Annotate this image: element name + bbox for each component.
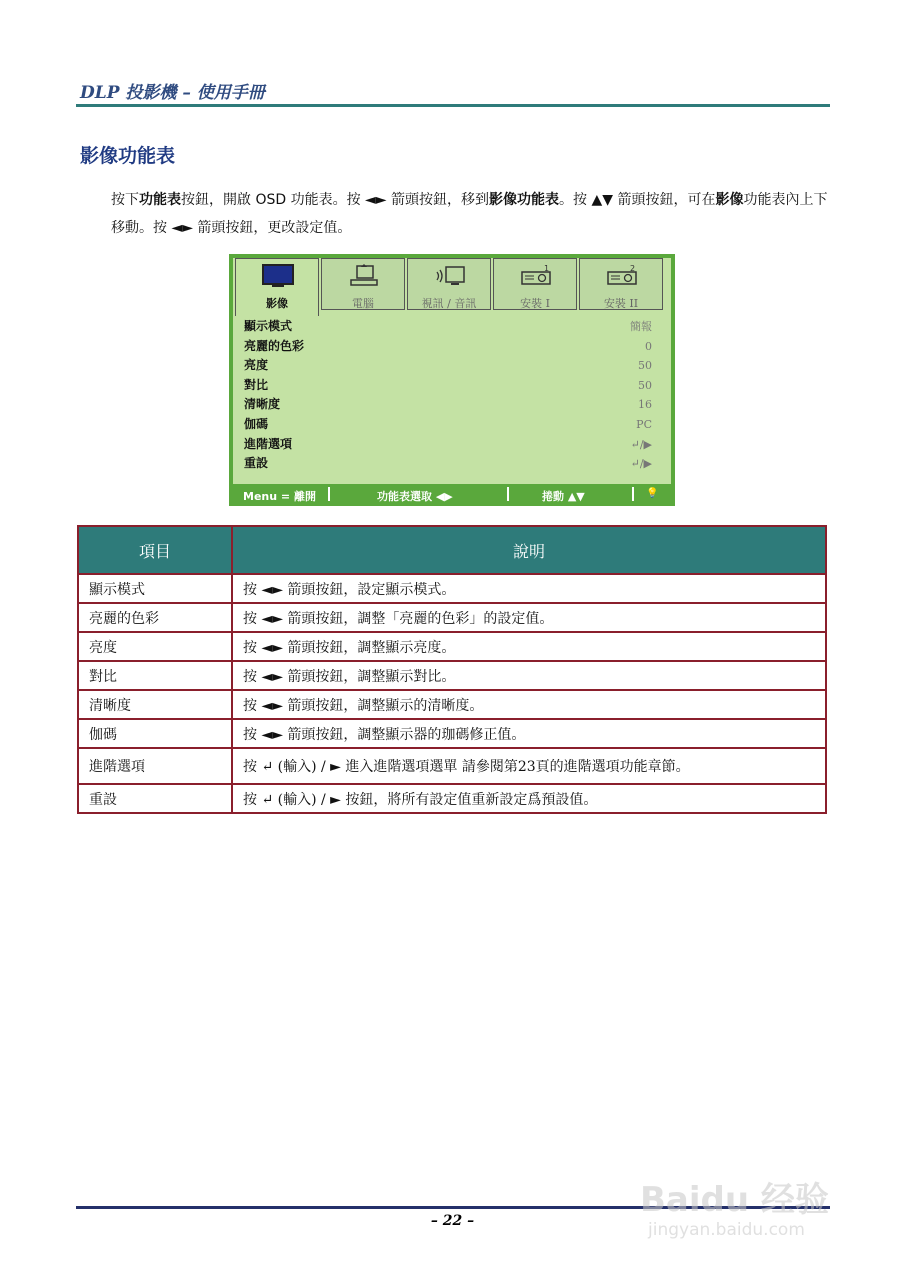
page-number: – 22 – bbox=[430, 1213, 475, 1229]
osd-row: 清晰度 16 bbox=[244, 397, 652, 412]
osd-bar-separator bbox=[632, 487, 634, 501]
watermark-url: jingyan.baidu.com bbox=[648, 1220, 805, 1240]
osd-menu-illustration bbox=[229, 254, 675, 506]
osd-bar-scroll: 捲動 ▲▼ bbox=[542, 490, 585, 503]
osd-status-bar bbox=[229, 484, 675, 506]
osd-bar-separator bbox=[507, 487, 509, 501]
osd-tab-label: 電腦 bbox=[352, 297, 374, 310]
osd-tab-label: 視訊 / 音訊 bbox=[421, 297, 477, 310]
projector-settings-icon bbox=[606, 264, 638, 288]
osd-bar-menu-select: 功能表選取 ◀▶ bbox=[377, 490, 453, 503]
osd-tab-image bbox=[235, 258, 319, 316]
computer-icon bbox=[348, 264, 380, 288]
table-row: 進階選項 按 ↵ (輸入) / ► 進入進階選項選單 請參閱第23頁的進階選項功能章節。 bbox=[78, 748, 826, 784]
intro-bold-image-menu: 影像功能表 bbox=[489, 192, 560, 208]
table-header-row bbox=[78, 526, 826, 574]
osd-bar-menu-exit: Menu = 離開 bbox=[243, 490, 316, 503]
baidu-watermark bbox=[640, 1150, 850, 1270]
table-row: 重設 按 ↵ (輸入) / ► 按鈕，將所有設定值重新設定爲預設值。 bbox=[78, 784, 826, 813]
intro-bold-image: 影像 bbox=[715, 192, 744, 208]
table-row: 清晰度 按 ◄► 箭頭按鈕，調整顯示的清晰度。 bbox=[78, 690, 826, 719]
table-row: 對比 按 ◄► 箭頭按鈕，調整顯示對比。 bbox=[78, 661, 826, 690]
lightbulb-icon: 💡 bbox=[646, 488, 659, 499]
projector-icon bbox=[520, 264, 552, 288]
intro-text-2: 按鈕，開啟 OSD 功能表。按 ◄► 箭頭按鈕，移到 bbox=[181, 192, 490, 208]
intro-bold-menu: 功能表 bbox=[139, 192, 181, 208]
osd-tab-label: 安裝 I bbox=[520, 297, 550, 310]
document-header-title: DLP 投影機 – 使用手冊 bbox=[80, 83, 265, 103]
intro-text-3: 。按 ▲▼ 箭頭按鈕，可在 bbox=[559, 192, 716, 208]
intro-text-4: 功能表內上下移動。按 ◄► 箭頭按鈕，更改設定值。 bbox=[111, 192, 828, 236]
table-row: 伽碼 按 ◄► 箭頭按鈕，調整顯示器的珈碼修正值。 bbox=[78, 719, 826, 748]
osd-row: 進階選項 ↵/▶ bbox=[244, 436, 652, 451]
intro-paragraph bbox=[111, 186, 831, 242]
osd-settings-list bbox=[244, 317, 652, 474]
osd-tab-install-1 bbox=[493, 258, 577, 310]
table-row: 顯示模式 按 ◄► 箭頭按鈕，設定顯示模式。 bbox=[78, 574, 826, 603]
osd-row: 伽碼 PC bbox=[244, 416, 652, 431]
osd-bar-separator bbox=[328, 487, 330, 501]
osd-row: 重設 ↵/▶ bbox=[244, 456, 652, 471]
osd-row: 亮度 50 bbox=[244, 358, 652, 373]
svg-text:1: 1 bbox=[544, 264, 550, 273]
table-row: 亮度 按 ◄► 箭頭按鈕，調整顯示亮度。 bbox=[78, 632, 826, 661]
section-title: 影像功能表 bbox=[80, 145, 176, 167]
settings-description-table bbox=[77, 525, 827, 814]
table-row: 亮麗的色彩 按 ◄► 箭頭按鈕，調整「亮麗的色彩」的設定值。 bbox=[78, 603, 826, 632]
osd-row: 亮麗的色彩 0 bbox=[244, 338, 652, 353]
osd-tab-install-2 bbox=[579, 258, 663, 310]
osd-tab-label: 安裝 II bbox=[603, 297, 639, 310]
header-divider bbox=[76, 104, 830, 107]
osd-tab-video-audio bbox=[407, 258, 491, 310]
monitor-icon bbox=[262, 264, 294, 288]
table-header-item: 項目 bbox=[78, 526, 232, 574]
svg-text:2: 2 bbox=[630, 264, 636, 273]
osd-row: 對比 50 bbox=[244, 377, 652, 392]
tv-audio-icon bbox=[434, 264, 466, 288]
osd-tab-computer bbox=[321, 258, 405, 310]
osd-row: 顯示模式 簡報 bbox=[244, 319, 652, 333]
intro-text-1: 按下 bbox=[111, 192, 139, 208]
table-header-description: 說明 bbox=[232, 526, 826, 574]
osd-tab-label: 影像 bbox=[266, 297, 288, 310]
watermark-brand: Baidu 经验 bbox=[640, 1180, 829, 1220]
